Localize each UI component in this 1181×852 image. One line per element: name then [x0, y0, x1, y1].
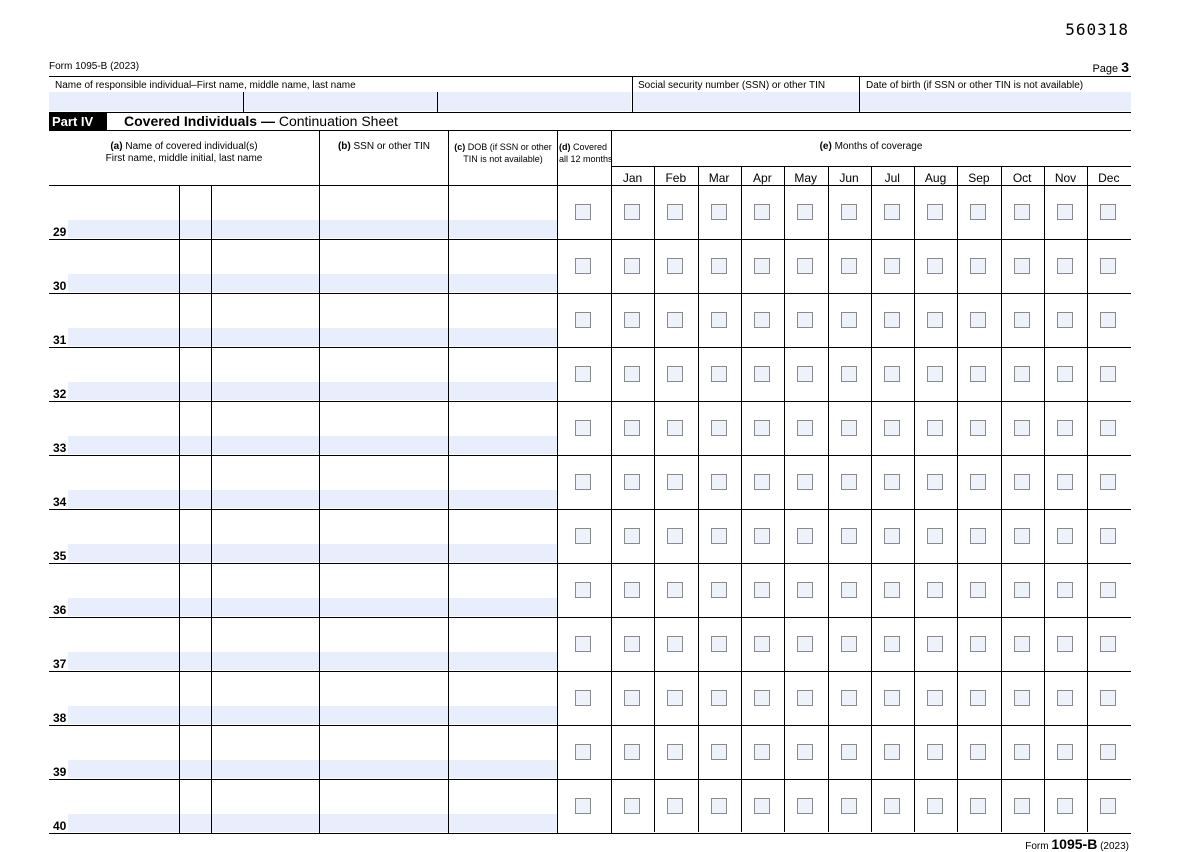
responsible-dob-field[interactable]	[860, 92, 1131, 111]
middle-initial-field[interactable]	[180, 490, 211, 508]
month-checkbox-jun[interactable]	[841, 312, 857, 328]
ssn-field[interactable]	[320, 490, 448, 508]
month-checkbox-jul[interactable]	[884, 420, 900, 436]
col-b-label: SSN or other TIN	[353, 141, 431, 152]
month-checkbox-dec[interactable]	[1100, 744, 1116, 760]
middle-initial-field[interactable]	[180, 328, 211, 346]
month-checkbox-dec[interactable]	[1100, 420, 1116, 436]
month-checkbox-jan[interactable]	[624, 474, 640, 490]
month-checkbox-aug[interactable]	[927, 528, 943, 544]
part-badge: Part IV	[49, 113, 107, 130]
first-name-field[interactable]	[68, 760, 179, 778]
month-checkbox-jan[interactable]	[624, 744, 640, 760]
last-name-field[interactable]	[212, 814, 319, 832]
month-checkbox-mar[interactable]	[711, 582, 727, 598]
last-name-field[interactable]	[212, 436, 319, 454]
month-checkbox-jun[interactable]	[841, 690, 857, 706]
month-checkbox-aug[interactable]	[927, 420, 943, 436]
month-checkbox-apr[interactable]	[754, 744, 770, 760]
middle-initial-field[interactable]	[180, 544, 211, 562]
first-name-field[interactable]	[68, 598, 179, 616]
row-number: 34	[53, 495, 67, 509]
month-checkbox-dec[interactable]	[1100, 798, 1116, 814]
dob-field[interactable]	[449, 382, 557, 400]
month-checkbox-jun[interactable]	[841, 528, 857, 544]
month-checkbox-apr[interactable]	[754, 366, 770, 382]
responsible-last-name-field[interactable]	[438, 92, 631, 111]
month-checkbox-nov[interactable]	[1057, 366, 1073, 382]
month-checkbox-jun[interactable]	[841, 366, 857, 382]
month-checkbox-apr[interactable]	[754, 474, 770, 490]
middle-initial-field[interactable]	[180, 382, 211, 400]
month-checkbox-mar[interactable]	[711, 420, 727, 436]
month-label-jul: Jul	[884, 171, 900, 185]
col-e-label: Months of coverage	[834, 141, 923, 152]
month-checkbox-mar[interactable]	[711, 474, 727, 490]
month-label-jan: Jan	[622, 171, 643, 185]
month-checkbox-aug[interactable]	[927, 690, 943, 706]
month-checkbox-oct[interactable]	[1014, 798, 1030, 814]
month-checkbox-may[interactable]	[797, 204, 813, 220]
month-checkbox-jan[interactable]	[624, 366, 640, 382]
month-checkbox-dec[interactable]	[1100, 366, 1116, 382]
row-number: 29	[53, 225, 67, 239]
first-name-field[interactable]	[68, 382, 179, 400]
col-d-header	[557, 141, 613, 165]
footer-form-name: 1095-B	[1051, 836, 1098, 852]
month-checkbox-aug[interactable]	[927, 312, 943, 328]
last-name-field[interactable]	[212, 274, 319, 292]
covered-all-12-months-checkbox[interactable]	[575, 798, 591, 814]
dob-field[interactable]	[449, 544, 557, 562]
month-label-mar: Mar	[708, 171, 730, 185]
covered-all-12-months-checkbox[interactable]	[575, 366, 591, 382]
ssn-field[interactable]	[320, 814, 448, 832]
month-checkbox-may[interactable]	[797, 744, 813, 760]
first-name-field[interactable]	[68, 328, 179, 346]
month-checkbox-dec[interactable]	[1100, 474, 1116, 490]
month-checkbox-mar[interactable]	[711, 690, 727, 706]
row-number: 35	[53, 549, 67, 563]
col-a-label: Name of covered individual(s)	[125, 141, 258, 152]
month-checkbox-sep[interactable]	[970, 636, 986, 652]
col-d-label1: Covered	[573, 142, 608, 152]
footer-year: (2023)	[1100, 841, 1129, 852]
middle-initial-field[interactable]	[180, 652, 211, 670]
month-checkbox-mar[interactable]	[711, 744, 727, 760]
row-number: 39	[53, 765, 67, 779]
ssn-field[interactable]	[320, 382, 448, 400]
month-checkbox-oct[interactable]	[1014, 528, 1030, 544]
covered-all-12-months-checkbox[interactable]	[575, 636, 591, 652]
ssn-field[interactable]	[320, 760, 448, 778]
month-checkbox-aug[interactable]	[927, 204, 943, 220]
middle-initial-field[interactable]	[180, 814, 211, 832]
month-checkbox-nov[interactable]	[1057, 258, 1073, 274]
month-checkbox-aug[interactable]	[927, 582, 943, 598]
responsible-first-name-field[interactable]	[49, 92, 243, 111]
month-checkbox-oct[interactable]	[1014, 366, 1030, 382]
col-a-header	[49, 141, 319, 165]
month-checkbox-jan[interactable]	[624, 798, 640, 814]
month-checkbox-sep[interactable]	[970, 798, 986, 814]
month-checkbox-mar[interactable]	[711, 798, 727, 814]
month-checkbox-jun[interactable]	[841, 798, 857, 814]
month-checkbox-aug[interactable]	[927, 744, 943, 760]
month-checkbox-jan[interactable]	[624, 258, 640, 274]
month-label-may: May	[794, 171, 818, 185]
month-checkbox-oct[interactable]	[1014, 636, 1030, 652]
first-name-field[interactable]	[68, 814, 179, 832]
month-label-dec: Dec	[1098, 171, 1120, 185]
month-label-jun: Jun	[839, 171, 859, 185]
month-checkbox-feb[interactable]	[667, 474, 683, 490]
last-name-field[interactable]	[212, 760, 319, 778]
month-checkbox-mar[interactable]	[711, 312, 727, 328]
dob-field[interactable]	[449, 490, 557, 508]
col-c-letter: (c)	[454, 142, 466, 152]
month-checkbox-feb[interactable]	[667, 690, 683, 706]
month-checkbox-jul[interactable]	[884, 798, 900, 814]
row-number: 31	[53, 333, 67, 347]
first-name-field[interactable]	[68, 490, 179, 508]
month-checkbox-may[interactable]	[797, 528, 813, 544]
month-checkbox-mar[interactable]	[711, 636, 727, 652]
part-title: Covered Individuals	[124, 113, 258, 129]
month-checkbox-jul[interactable]	[884, 474, 900, 490]
month-checkbox-jul[interactable]	[884, 204, 900, 220]
middle-initial-field[interactable]	[180, 274, 211, 292]
dob-field[interactable]	[449, 814, 557, 832]
middle-initial-field[interactable]	[180, 598, 211, 616]
dob-field[interactable]	[449, 760, 557, 778]
covered-all-12-months-checkbox[interactable]	[575, 258, 591, 274]
month-checkbox-sep[interactable]	[970, 258, 986, 274]
month-checkbox-feb[interactable]	[667, 744, 683, 760]
row-number: 38	[53, 711, 67, 725]
month-checkbox-jun[interactable]	[841, 258, 857, 274]
middle-initial-field[interactable]	[180, 220, 211, 238]
month-checkbox-jan[interactable]	[624, 312, 640, 328]
month-checkbox-oct[interactable]	[1014, 420, 1030, 436]
month-checkbox-may[interactable]	[797, 798, 813, 814]
month-checkbox-apr[interactable]	[754, 582, 770, 598]
month-checkbox-jan[interactable]	[624, 204, 640, 220]
month-checkbox-sep[interactable]	[970, 582, 986, 598]
responsible-ssn-field[interactable]	[633, 92, 859, 111]
month-checkbox-nov[interactable]	[1057, 420, 1073, 436]
ssn-field[interactable]	[320, 274, 448, 292]
ssn-field[interactable]	[320, 220, 448, 238]
month-checkbox-jul[interactable]	[884, 582, 900, 598]
month-checkbox-jan[interactable]	[624, 582, 640, 598]
month-checkbox-dec[interactable]	[1100, 636, 1116, 652]
covered-all-12-months-checkbox[interactable]	[575, 204, 591, 220]
dob-field[interactable]	[449, 328, 557, 346]
month-checkbox-jun[interactable]	[841, 474, 857, 490]
month-label-sep: Sep	[968, 171, 990, 185]
ssn-field[interactable]	[320, 652, 448, 670]
first-name-field[interactable]	[68, 436, 179, 454]
last-name-field[interactable]	[212, 706, 319, 724]
month-checkbox-dec[interactable]	[1100, 690, 1116, 706]
month-checkbox-oct[interactable]	[1014, 744, 1030, 760]
month-label-nov: Nov	[1054, 171, 1077, 185]
form-code: 560318	[1065, 20, 1129, 39]
ssn-field[interactable]	[320, 436, 448, 454]
last-name-field[interactable]	[212, 652, 319, 670]
month-checkbox-dec[interactable]	[1100, 204, 1116, 220]
page-label: Page	[1092, 63, 1119, 75]
row-number: 37	[53, 657, 67, 671]
covered-all-12-months-checkbox[interactable]	[575, 582, 591, 598]
first-name-field[interactable]	[68, 274, 179, 292]
month-checkbox-sep[interactable]	[970, 744, 986, 760]
part-heading	[124, 113, 398, 130]
month-checkbox-jan[interactable]	[624, 690, 640, 706]
month-checkbox-feb[interactable]	[667, 798, 683, 814]
covered-all-12-months-checkbox[interactable]	[575, 312, 591, 328]
month-checkbox-feb[interactable]	[667, 528, 683, 544]
row-number: 33	[53, 441, 67, 455]
month-checkbox-may[interactable]	[797, 420, 813, 436]
month-checkbox-feb[interactable]	[667, 312, 683, 328]
first-name-field[interactable]	[68, 220, 179, 238]
row-number: 36	[53, 603, 67, 617]
month-checkbox-jan[interactable]	[624, 528, 640, 544]
month-checkbox-oct[interactable]	[1014, 582, 1030, 598]
col-e-letter: (e)	[819, 141, 832, 152]
first-name-field[interactable]	[68, 706, 179, 724]
month-checkbox-jul[interactable]	[884, 744, 900, 760]
month-checkbox-mar[interactable]	[711, 528, 727, 544]
month-checkbox-apr[interactable]	[754, 258, 770, 274]
month-checkbox-nov[interactable]	[1057, 204, 1073, 220]
month-checkbox-sep[interactable]	[970, 312, 986, 328]
dob-field[interactable]	[449, 220, 557, 238]
covered-all-12-months-checkbox[interactable]	[575, 690, 591, 706]
covered-all-12-months-checkbox[interactable]	[575, 744, 591, 760]
month-checkbox-jul[interactable]	[884, 312, 900, 328]
row-number: 32	[53, 387, 67, 401]
month-checkbox-jan[interactable]	[624, 420, 640, 436]
dob-field[interactable]	[449, 652, 557, 670]
month-checkbox-jun[interactable]	[841, 420, 857, 436]
month-checkbox-oct[interactable]	[1014, 474, 1030, 490]
month-checkbox-mar[interactable]	[711, 258, 727, 274]
month-checkbox-may[interactable]	[797, 690, 813, 706]
month-checkbox-may[interactable]	[797, 312, 813, 328]
month-checkbox-sep[interactable]	[970, 690, 986, 706]
last-name-field[interactable]	[212, 598, 319, 616]
ssn-label: Social security number (SSN) or other TIN	[638, 80, 826, 91]
month-checkbox-oct[interactable]	[1014, 258, 1030, 274]
month-checkbox-nov[interactable]	[1057, 690, 1073, 706]
month-label-apr: Apr	[753, 171, 772, 185]
last-name-field[interactable]	[212, 220, 319, 238]
month-checkbox-jun[interactable]	[841, 636, 857, 652]
month-checkbox-jul[interactable]	[884, 258, 900, 274]
month-checkbox-may[interactable]	[797, 582, 813, 598]
month-checkbox-sep[interactable]	[970, 366, 986, 382]
month-checkbox-aug[interactable]	[927, 798, 943, 814]
month-checkbox-feb[interactable]	[667, 582, 683, 598]
dob-label: Date of birth (if SSN or other TIN is not available)	[866, 80, 1084, 91]
col-c-label1: DOB (if SSN or other	[467, 142, 552, 152]
footer-form-label	[1025, 836, 1129, 852]
col-e-header	[611, 141, 1131, 152]
month-checkbox-sep[interactable]	[970, 420, 986, 436]
month-checkbox-nov[interactable]	[1057, 312, 1073, 328]
month-checkbox-mar[interactable]	[711, 366, 727, 382]
month-checkbox-oct[interactable]	[1014, 204, 1030, 220]
month-checkbox-aug[interactable]	[927, 474, 943, 490]
month-checkbox-jul[interactable]	[884, 636, 900, 652]
ssn-field[interactable]	[320, 598, 448, 616]
dob-field[interactable]	[449, 706, 557, 724]
footer-form-word: Form	[1025, 841, 1049, 852]
middle-initial-field[interactable]	[180, 706, 211, 724]
page-number: 3	[1121, 59, 1129, 75]
row-number: 30	[53, 279, 67, 293]
dob-field[interactable]	[449, 436, 557, 454]
covered-all-12-months-checkbox[interactable]	[575, 420, 591, 436]
col-b-header	[320, 141, 448, 152]
month-checkbox-nov[interactable]	[1057, 582, 1073, 598]
col-d-letter: (d)	[559, 142, 571, 152]
month-checkbox-nov[interactable]	[1057, 636, 1073, 652]
month-checkbox-nov[interactable]	[1057, 798, 1073, 814]
month-checkbox-apr[interactable]	[754, 312, 770, 328]
ssn-field[interactable]	[320, 328, 448, 346]
month-checkbox-sep[interactable]	[970, 474, 986, 490]
month-checkbox-jun[interactable]	[841, 204, 857, 220]
month-checkbox-feb[interactable]	[667, 258, 683, 274]
month-checkbox-jan[interactable]	[624, 636, 640, 652]
col-b-letter: (b)	[337, 141, 351, 152]
month-checkbox-jul[interactable]	[884, 366, 900, 382]
form-year-label: Form 1095-B (2023)	[49, 61, 140, 72]
month-checkbox-dec[interactable]	[1100, 312, 1116, 328]
covered-all-12-months-checkbox[interactable]	[575, 528, 591, 544]
month-checkbox-aug[interactable]	[927, 258, 943, 274]
col-c-header	[449, 141, 557, 165]
middle-initial-field[interactable]	[180, 760, 211, 778]
month-checkbox-feb[interactable]	[667, 366, 683, 382]
month-checkbox-may[interactable]	[797, 636, 813, 652]
month-checkbox-apr[interactable]	[754, 204, 770, 220]
month-checkbox-jun[interactable]	[841, 744, 857, 760]
month-checkbox-mar[interactable]	[711, 204, 727, 220]
month-checkbox-nov[interactable]	[1057, 744, 1073, 760]
month-checkbox-feb[interactable]	[667, 636, 683, 652]
month-checkbox-may[interactable]	[797, 474, 813, 490]
row-number: 40	[53, 819, 67, 833]
month-checkbox-apr[interactable]	[754, 420, 770, 436]
month-checkbox-apr[interactable]	[754, 798, 770, 814]
month-checkbox-dec[interactable]	[1100, 258, 1116, 274]
covered-all-12-months-checkbox[interactable]	[575, 474, 591, 490]
first-name-field[interactable]	[68, 652, 179, 670]
month-checkbox-apr[interactable]	[754, 636, 770, 652]
month-checkbox-feb[interactable]	[667, 420, 683, 436]
month-checkbox-feb[interactable]	[667, 204, 683, 220]
month-checkbox-aug[interactable]	[927, 636, 943, 652]
col-d-label2: all 12 months	[559, 154, 613, 164]
responsible-middle-name-field[interactable]	[244, 92, 437, 111]
part-dash: —	[260, 113, 275, 129]
month-checkbox-oct[interactable]	[1014, 312, 1030, 328]
responsible-name-label: Name of responsible individual–First name, middle name, last name	[55, 80, 356, 91]
month-checkbox-sep[interactable]	[970, 204, 986, 220]
month-label-feb: Feb	[665, 171, 687, 185]
month-checkbox-jun[interactable]	[841, 582, 857, 598]
month-label-aug: Aug	[924, 171, 947, 185]
middle-initial-field[interactable]	[180, 436, 211, 454]
col-a-letter: (a)	[110, 141, 123, 152]
month-checkbox-oct[interactable]	[1014, 690, 1030, 706]
month-label-oct: Oct	[1012, 171, 1032, 185]
ssn-field[interactable]	[320, 544, 448, 562]
month-checkbox-nov[interactable]	[1057, 528, 1073, 544]
last-name-field[interactable]	[212, 382, 319, 400]
dob-field[interactable]	[449, 598, 557, 616]
page-indicator	[1092, 59, 1129, 75]
month-checkbox-apr[interactable]	[754, 690, 770, 706]
month-checkbox-sep[interactable]	[970, 528, 986, 544]
month-checkbox-jul[interactable]	[884, 690, 900, 706]
month-checkbox-dec[interactable]	[1100, 582, 1116, 598]
month-checkbox-aug[interactable]	[927, 366, 943, 382]
month-checkbox-jul[interactable]	[884, 528, 900, 544]
month-checkbox-may[interactable]	[797, 258, 813, 274]
col-a-sub: First name, middle initial, last name	[105, 153, 263, 164]
dob-field[interactable]	[449, 274, 557, 292]
col-c-label2: TIN is not available)	[463, 154, 543, 164]
ssn-field[interactable]	[320, 706, 448, 724]
last-name-field[interactable]	[212, 544, 319, 562]
last-name-field[interactable]	[212, 328, 319, 346]
first-name-field[interactable]	[68, 544, 179, 562]
month-checkbox-dec[interactable]	[1100, 528, 1116, 544]
part-subtitle: Continuation Sheet	[278, 113, 398, 129]
month-checkbox-nov[interactable]	[1057, 474, 1073, 490]
last-name-field[interactable]	[212, 490, 319, 508]
month-checkbox-may[interactable]	[797, 366, 813, 382]
month-checkbox-apr[interactable]	[754, 528, 770, 544]
